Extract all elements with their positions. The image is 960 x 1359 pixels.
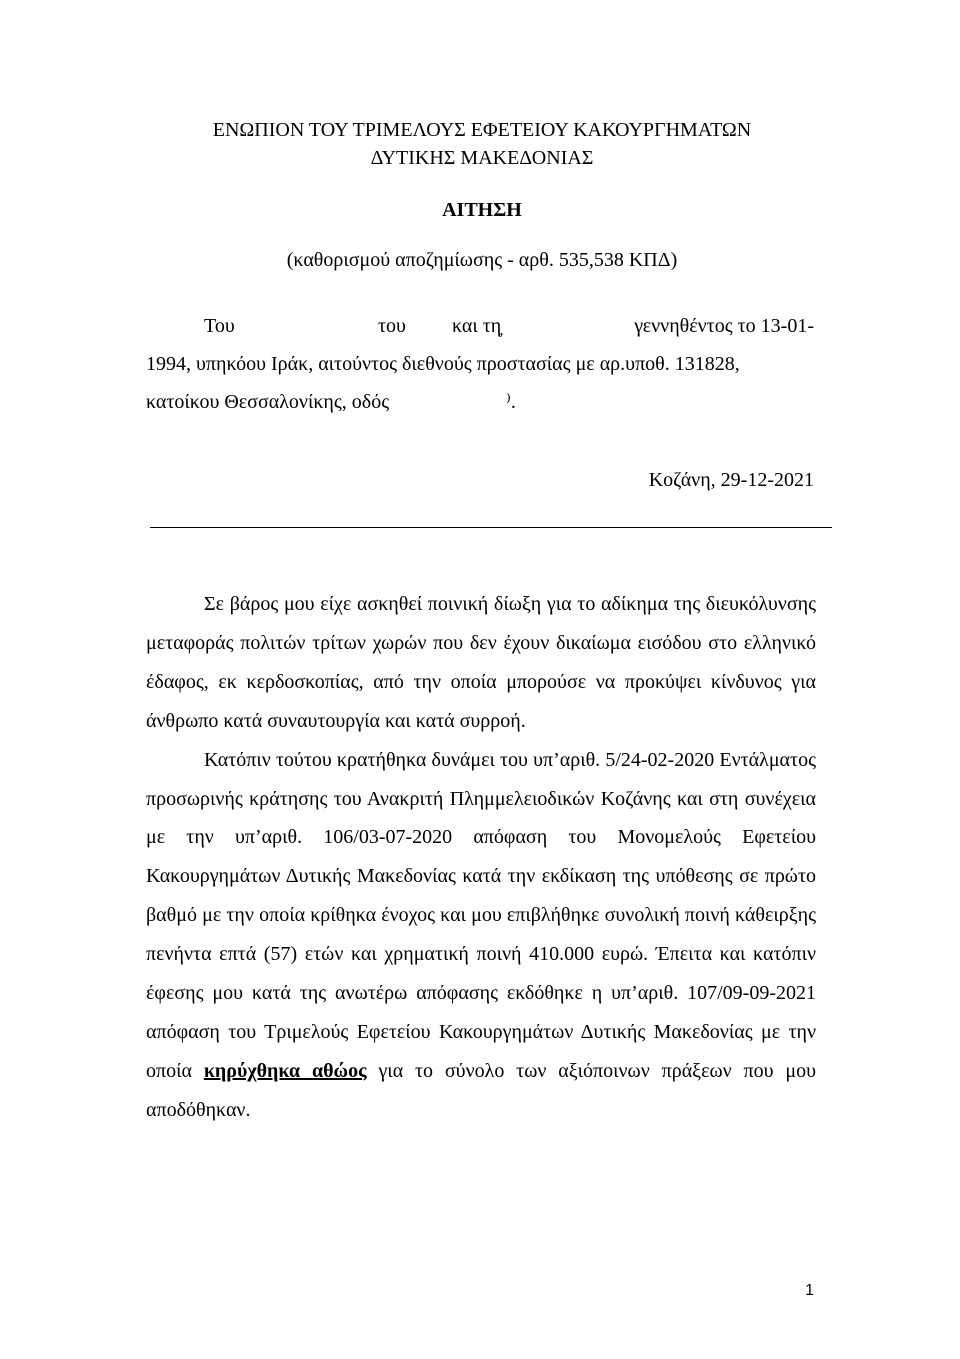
document-title: ΑΙΤΗΣΗ	[442, 199, 522, 221]
body-paragraph-1: Σε βάρος μου είχε ασκηθεί ποινική δίωξη για το αδίκημα της διευκόλυνσης μεταφοράς πολιτών τρίτων χωρών που δεν έχουν δικαίωμα εισόδου στο ελληνικό έδαφος, εκ κερδοσκοπίας, από την οποία μπορούσε να προκύψει κίνδυνος για άνθρωπο κατά συναυτουργία και κατά συρροή.	[146, 593, 816, 732]
acquittal-emphasis: κηρύχθηκα αθώος	[203, 1059, 367, 1082]
document-body	[146, 585, 816, 1130]
applicant-word-kai-ti-text: και τη	[452, 315, 502, 337]
applicant-word-tou-2: του	[378, 315, 406, 337]
court-title-line-2: ΔΥΤΙΚΗΣ ΜΑΚΕΔΟΝΙΑΣ	[370, 147, 594, 169]
page-number: 1	[805, 1282, 814, 1299]
applicant-line-2	[146, 351, 814, 389]
horizontal-divider	[150, 527, 832, 528]
applicant-word-kai-ti	[452, 313, 501, 339]
place-date: Κοζάνη, 29-12-2021	[648, 469, 814, 491]
applicant-line-3	[146, 389, 814, 427]
applicant-birth-text: γεννηθέντος το 13-01-	[634, 315, 814, 337]
body-paragraph-2-main: Κατόπιν τούτου κρατήθηκα δυνάμει του υπ’αριθ. 5/24-02-2020 Εντάλματος προσωρινής κράτησης του Ανακριτή Πλημμελειοδικών Κοζάνης και στη συνέχεια με την υπ’αριθ. 106/03-07-2020 απόφαση του Μονομελούς Εφετείου Κακουργημάτων Δυτικής Μακεδονίας κατά την εκδίκαση της υπόθεσης σε πρώτο βαθμό με την οποία κρίθηκα ένοχος και μου επιβλήθηκε συνολική ποινή κάθειρξης πενήντα επτά (57) ετών και χρηματική ποινή 410.000 ευρώ. Έπειτα και κατόπιν έφεσης μου κατά της ανωτέρω απόφασης εκδόθηκε η υπ’αριθ. 107/09-09-2021 απόφαση του Τριμελούς Εφετείου Κακουργημάτων Δυτικής Μακεδονίας με την οποία	[146, 748, 816, 1082]
court-title	[150, 116, 814, 172]
applicant-address-fragment: ⁾.	[506, 391, 516, 413]
body-paragraph-2	[146, 741, 816, 1130]
court-title-line-1: ΕΝΩΠΙΟΝ ΤΟΥ ΤΡΙΜΕΛΟΥΣ ΕΦΕΤΕΙΟΥ ΚΑΚΟΥΡΓΗΜΑΤΩΝ	[212, 119, 752, 141]
applicant-nationality-text: 1994, υπηκόου Ιράκ, αιτούντος διεθνούς προστασίας με αρ.υποθ. 131828,	[146, 353, 740, 375]
applicant-details	[146, 313, 814, 427]
applicant-address-text: κατοίκου Θεσσαλονίκης, οδός	[146, 391, 390, 413]
document-subtitle: (καθορισμού αποζημίωσης - αρθ. 535,538 ΚΠΔ)	[286, 249, 678, 271]
applicant-line-1	[146, 313, 814, 351]
applicant-word-tou: Του	[204, 315, 235, 337]
body-paragraph-2-end: για το σύνολο των αξιόποινων πράξεων που μου αποδόθηκαν.	[146, 1059, 817, 1121]
